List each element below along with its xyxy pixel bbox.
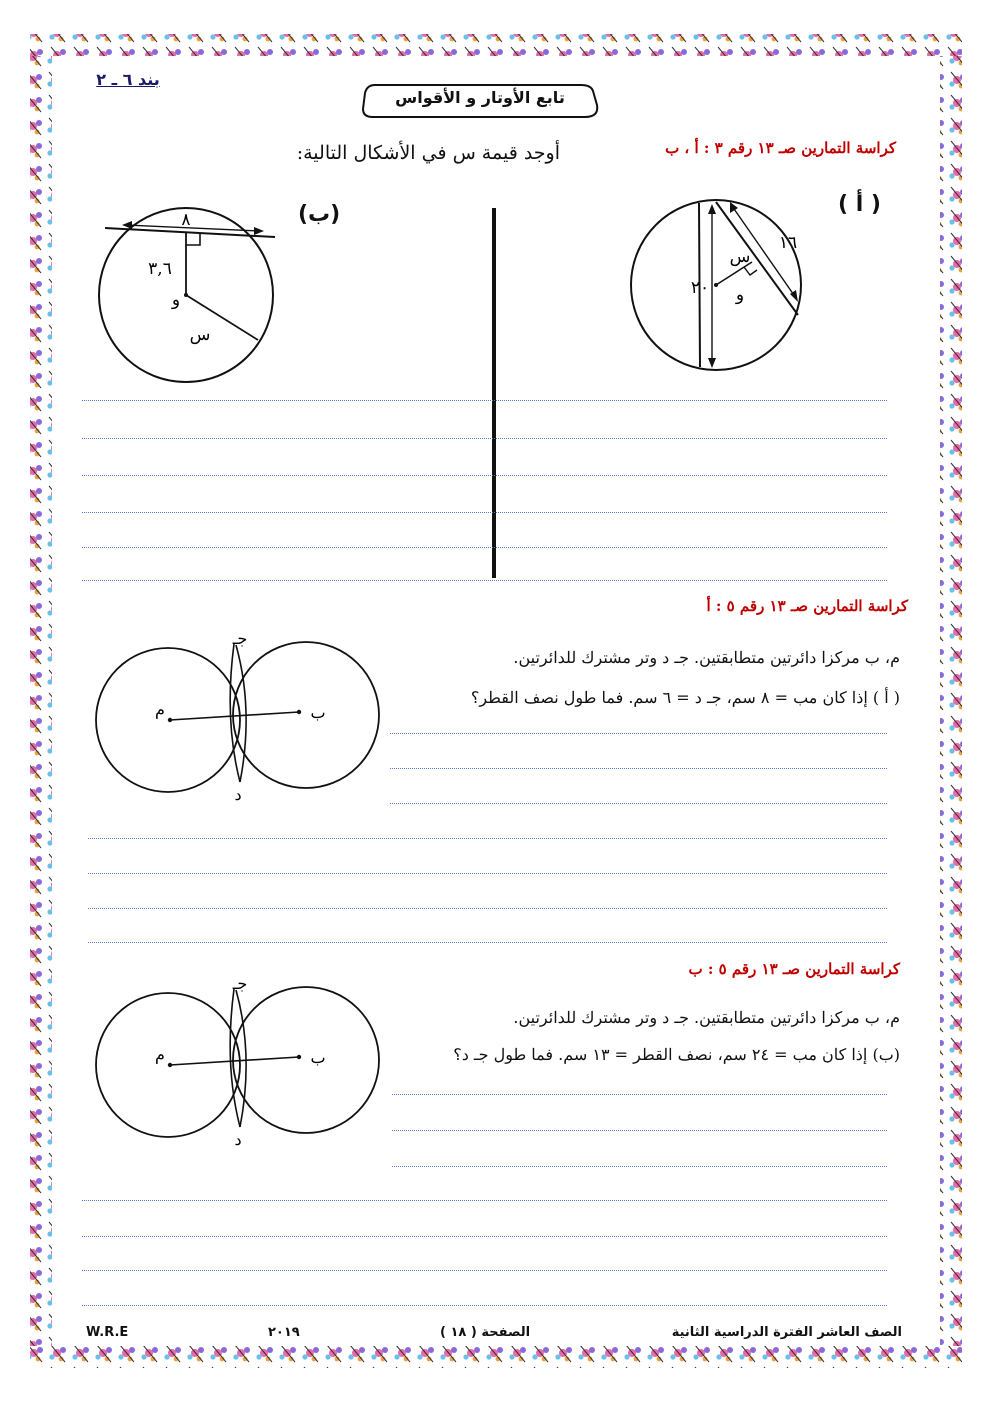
page-title: تابع الأوتار و الأقواس [395, 88, 565, 107]
fig-a-chord-label: ١٦ [778, 233, 798, 253]
answer-line[interactable] [390, 768, 887, 769]
answer-line[interactable] [88, 908, 887, 909]
part2-question: ( أ ) إذا كان مب = ٨ سم، جـ د = ٦ سم. فما طول نصف القطر؟ [470, 688, 900, 707]
answer-line[interactable] [82, 547, 887, 548]
answer-line[interactable] [82, 1236, 887, 1237]
part2-line1: م، ب مركزا دائرتين متطابقتين. جـ د وتر مشترك للدائرتين. [513, 648, 900, 667]
part1-divider [492, 208, 496, 578]
fig-b-distance-label: ٣,٦ [148, 259, 172, 279]
fig3-bottom-label: د [234, 1130, 242, 1149]
footer-initials: W.R.E [86, 1325, 129, 1340]
answer-line[interactable] [392, 1094, 887, 1095]
part1-reference: كراسة التمارين صـ ١٣ رقم ٣ : أ ، ب [665, 139, 896, 157]
part1-instruction: أوجد قيمة س في الأشكال التالية: [296, 142, 560, 164]
answer-line[interactable] [390, 733, 887, 734]
figure-b [90, 195, 290, 395]
answer-line[interactable] [392, 1130, 887, 1131]
answer-line[interactable] [82, 1270, 887, 1271]
footer-grade: الصف العاشر الفترة الدراسية الثانية [671, 1325, 902, 1340]
answer-line[interactable] [88, 873, 887, 874]
footer-page: الصفحة ( ١٨ ) [440, 1325, 531, 1340]
footer-year: ٢٠١٩ [268, 1325, 300, 1340]
answer-line[interactable] [390, 803, 887, 804]
part2-reference: كراسة التمارين صـ ١٣ رقم ٥ : أ [706, 597, 908, 615]
answer-line[interactable] [82, 438, 887, 439]
fig-b-center-label: و [171, 290, 181, 310]
part3-reference: كراسة التمارين صـ ١٣ رقم ٥ : ب [688, 960, 900, 978]
answer-line[interactable] [82, 400, 887, 401]
fig-a-diameter-label: ٢٠ [690, 278, 710, 298]
fig3-left-center-label: م [155, 1045, 165, 1064]
section-label: بند ٦ ـ ٢ [96, 70, 160, 89]
fig2-left-center-label: م [155, 700, 165, 719]
answer-line[interactable] [82, 512, 887, 513]
fig-a-label: ( أ ) [838, 192, 881, 217]
fig-b-chord-label: ٨ [181, 210, 191, 230]
fig2-right-center-label: ب [310, 703, 326, 722]
fig-b-var-label: س [189, 325, 211, 345]
answer-line[interactable] [392, 1166, 887, 1167]
answer-line[interactable] [82, 1200, 887, 1201]
fig2-bottom-label: د [234, 785, 242, 804]
answer-line[interactable] [82, 475, 887, 476]
fig-a-center-label: و [735, 285, 745, 305]
figure-intersecting-circles-1 [90, 630, 390, 805]
fig2-top-label: جـ [232, 630, 248, 648]
part3-line1: م، ب مركزا دائرتين متطابقتين. جـ د وتر مشترك للدائرتين. [513, 1008, 900, 1027]
answer-line[interactable] [82, 1305, 887, 1306]
part3-question: (ب) إذا كان مب = ٢٤ سم، نصف القطر = ١٣ سم. فما طول جـ د؟ [453, 1045, 900, 1064]
answer-line[interactable] [82, 580, 887, 581]
figure-intersecting-circles-2 [90, 975, 390, 1150]
fig3-right-center-label: ب [310, 1048, 326, 1067]
fig-a-var-label: س [729, 247, 751, 267]
answer-line[interactable] [88, 838, 887, 839]
answer-line[interactable] [88, 942, 887, 943]
fig3-top-label: جـ [232, 975, 248, 993]
fig-b-label: (ب) [298, 202, 341, 227]
figure-a [620, 190, 900, 380]
